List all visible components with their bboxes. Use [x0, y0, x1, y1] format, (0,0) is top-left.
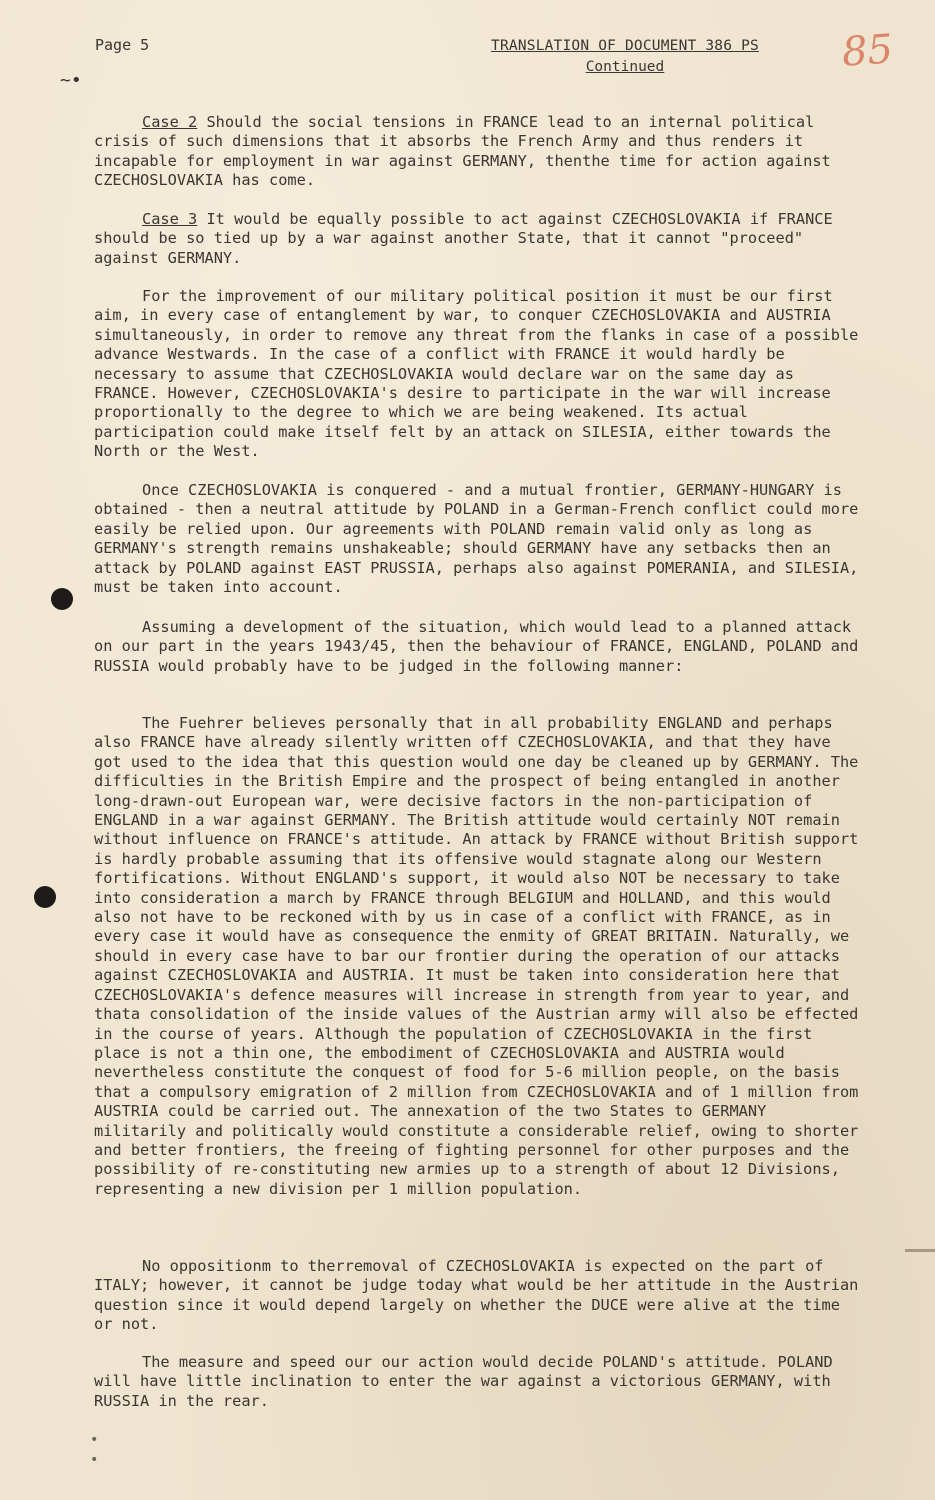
case-2-text: Should the social tensions in FRANCE lead to an internal political crisis of such dimensions that it absorbs the French Army and thus renders it incapable for employment in war against GERMANY, thenthe time for action against CZECHOSLOVAKIA has come. — [94, 113, 831, 190]
paragraph-text: The Fuehrer believes personally that in all probability ENGLAND and perhaps also FRANCE have already silently written off CZECHOSLOVAKIA, and that they have got used to the idea that this question would one day be cleaned up by GERMANY. The difficulties in the British Empire and the prospect of being entangled in another long-drawn-out European war, were decisive factors in the non-participation of ENGLAND in a war against GERMANY. The British attitude would certainly NOT remain without influence on FRANCE's attitude. An attack by FRANCE without British support is hardly probable assuming that its offensive would stagnate along our Western fortifications. Without ENGLAND's support, it would also NOT be necessary to take into consideration a march by FRANCE through BELGIUM and HOLLAND, and this would also not have to be reckoned with by us in case of a conflict with FRANCE, as in every case it would have as consequence the enmity of GREAT BRITAIN. Naturally, we should in every case have to bar our frontier during the operation of our attacks against CZECHOSLOVAKIA and AUSTRIA. It must be taken into consideration here that CZECHOSLOVAKIA's defence measures will increase in strength from year to year, and thata consolidation of the inside values of the Austrian army will also be effected in the course of years. Although the population of CZECHOSLOVAKIA in the first place is not a thin one, the embodiment of CZECHOSLOVAKIA and AUSTRIA would nevertheless constitute the conquest of food for 5-6 million people, on the basis that a compulsory emigration of 2 million from CZECHOSLOVAKIA and of 1 million from AUSTRIA could be carried out. The annexation of the two States to GERMANY militarily and politically would constitute a considerable relief, owing to shorter and better frontiers, the freeing of fighting personnel for other purposes and the possibility of re-constituting new armies up to a strength of about 12 Divisions, representing a new division per 1 million population. — [94, 714, 859, 1198]
case-2-label: Case 2 — [142, 113, 198, 131]
paragraph-poland-speed — [94, 1353, 860, 1411]
document-subtitle: Continued — [585, 59, 665, 75]
case-3-label: Case 3 — [142, 210, 198, 228]
paragraph-text: No oppositionm to therremoval of CZECHOSLOVAKIA is expected on the part of ITALY; however, it cannot be judge today what would be her attitude in the Austrian question since it would depend largely on whether the DUCE were alive at the time or not. — [94, 1257, 859, 1334]
handwritten-folio-number: 85 — [840, 26, 895, 76]
punch-hole — [51, 588, 73, 610]
paragraph-planned-attack — [94, 618, 860, 676]
paragraph-case-3 — [94, 210, 860, 268]
paragraph-poland-attitude — [94, 481, 860, 597]
page-number: Page 5 — [95, 36, 150, 54]
paragraph-text: The measure and speed our our action would decide POLAND's attitude. POLAND will have little inclination to enter the war against a victorious GERMANY, with RUSSIA in the rear. — [94, 1353, 833, 1410]
bottom-marks: • • — [90, 1432, 99, 1468]
document-heading — [480, 36, 770, 78]
paragraph-text: For the improvement of our military political position it must be our first aim, in every case of entanglement by war, to conquer CZECHOSLOVAKIA and AUSTRIA simultaneously, in order to remove any threat from the flanks in case of a possible advance Westwards. In the case of a conflict with FRANCE it would hardly be necessary to assume that CZECHOSLOVAKIA would declare war on the same day as FRANCE. However, CZECHOSLOVAKIA's desire to participate in the war will increase proportionally to the degree to which we are being weakened. Its actual participation could make itself felt by an attack on SILESIA, either towards the North or the West. — [94, 287, 859, 461]
punch-hole — [34, 886, 56, 908]
paragraph-military-position — [94, 287, 860, 462]
paragraph-fuehrer-belief — [94, 714, 860, 1199]
document-title: TRANSLATION OF DOCUMENT 386 PS — [491, 38, 759, 54]
paragraph-text: Assuming a development of the situation, which would lead to a planned attack on our part in the years 1943/45, then the behaviour of FRANCE, ENGLAND, POLAND and RUSSIA would probably have to be judged in the following manner: — [94, 618, 859, 675]
paragraph-text: Once CZECHOSLOVAKIA is conquered - and a mutual frontier, GERMANY-HUNGARY is obtained - then a neutral attitude by POLAND in a German-French conflict could more easily be relied upon. Our agreements with POLAND remain valid only as long as GERMANY's strength remains unshakeable; should GERMANY have any setbacks then an attack by POLAND against EAST PRUSSIA, perhaps also against POMERANIA, and SILESIA, must be taken into account. — [94, 481, 859, 597]
paragraph-case-2 — [94, 113, 860, 191]
margin-mark: ~• — [60, 70, 82, 91]
paragraph-italy — [94, 1257, 860, 1335]
case-3-text: It would be equally possible to act against CZECHOSLOVAKIA if FRANCE should be so tied up by a war against another State, that it cannot "proceed" against GERMANY. — [94, 210, 833, 267]
edge-mark — [905, 1249, 935, 1252]
